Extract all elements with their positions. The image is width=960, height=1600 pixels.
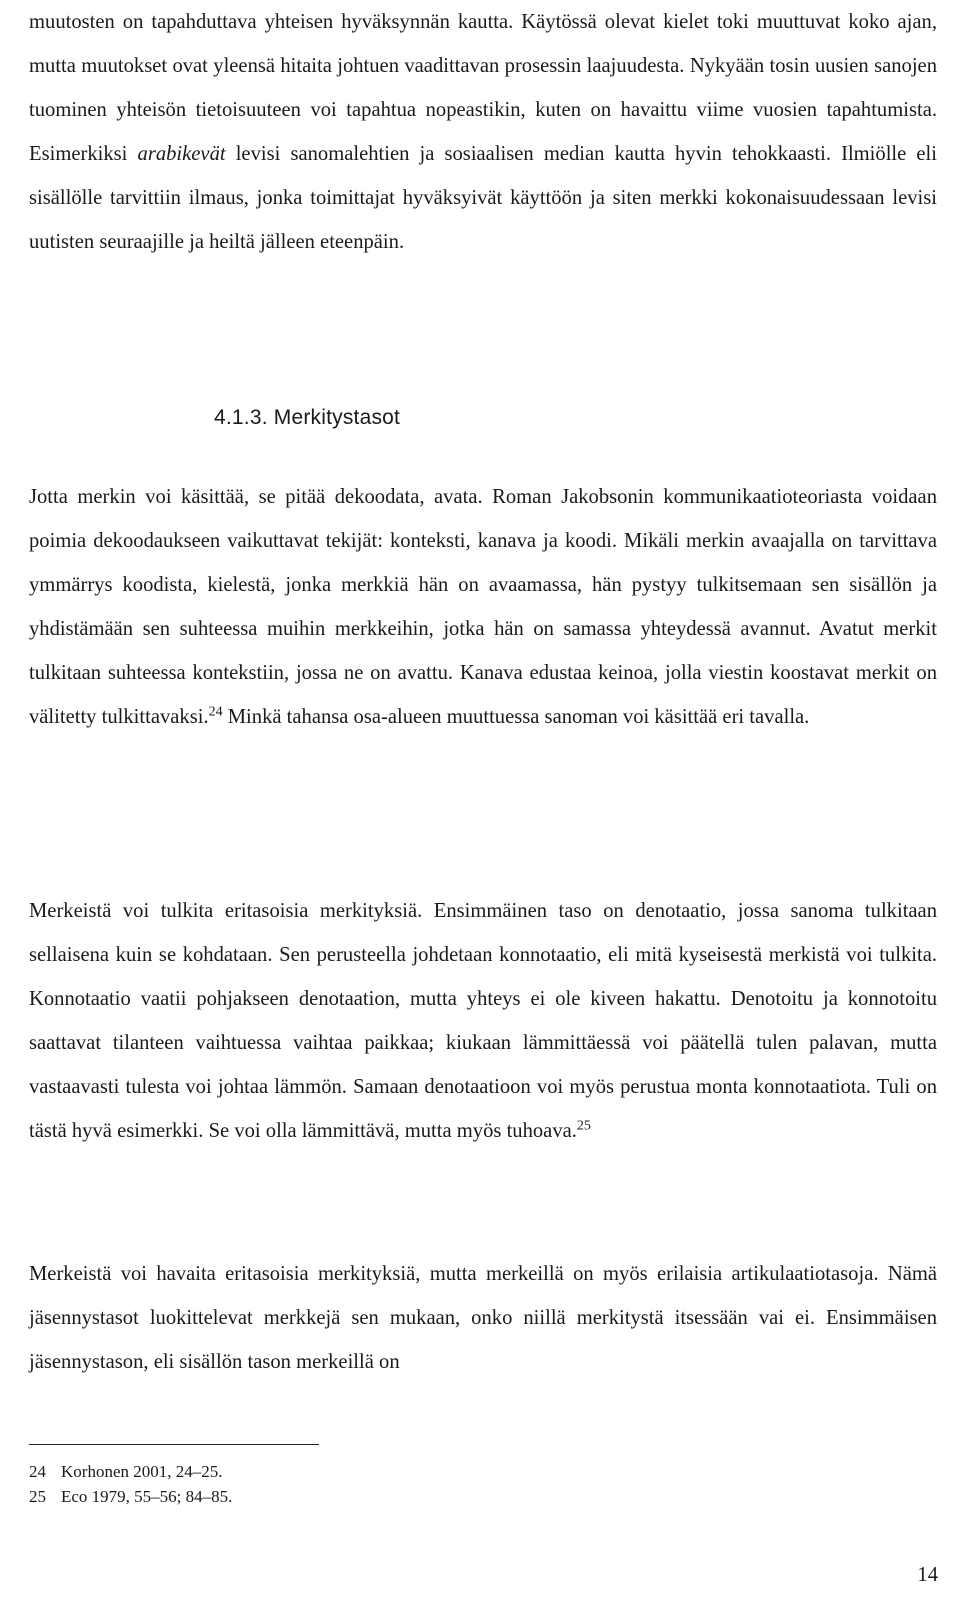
paragraph-1-text: muutosten on tapahduttava yhteisen hyväksynnän kautta. Käytössä olevat kielet toki muuttuvat koko ajan, mutta muutokset ovat yleensä hitaita johtuen vaadittavan prosessin laajuudesta. Nykyään tosin uusien sanojen tuominen yhteisön tietoisuuteen voi tapahtua nopeastikin, kuten on havaittu viime vuosien tapahtumista. Esimerkiksi [29,11,937,166]
paragraph-2 [29,475,937,740]
paragraph-4 [29,1252,937,1384]
footnote-ref-24[interactable]: 24 [208,704,223,720]
footnotes-list [29,1459,232,1509]
paragraph-3 [29,889,937,1154]
paragraph-1-italic-term: arabikevät [137,143,226,166]
footnote-text: Korhonen 2001, 24–25. [61,1462,223,1481]
paragraph-2-text-after: Minkä tahansa osa-alueen muuttuessa sanoman voi käsittää eri tavalla. [222,706,810,729]
footnote-ref-25[interactable]: 25 [576,1118,591,1134]
paragraph-1-text-after: levisi sanomalehtien ja sosiaalisen median kautta hyvin tehokkaasti. Ilmiölle eli sisällölle tarvittiin ilmaus, jonka toimittajat hyväksyivät käyttöön ja siten merkki kokonaisuudessaan levisi uutisten seuraajille ja heiltä jälleen eteenpäin. [29,143,937,254]
paragraph-3-text: Merkeistä voi tulkita eritasoisia merkityksiä. Ensimmäinen taso on denotaatio, jossa sanoma tulkitaan sellaisena kuin se kohdataan. Sen perusteella johdetaan konnotaatio, eli mitä kyseisestä merkistä voi tulkita. Konnotaatio vaatii pohjakseen denotaation, mutta yhteys ei ole kiveen hakattu. Denotoitu ja konnotoitu saattavat tilanteen vaihtuessa vaihtaa paikkaa; kiukaan lämmittäessä voi päätellä tulen palavan, mutta vastaavasti tulesta voi johtaa lämmön. Samaan denotaatioon voi myös perustua monta konnotaatiota. Tuli on tästä hyvä esimerkki. Se voi olla lämmittävä, mutta myös tuhoava. [29,900,937,1143]
footnote-number: 24 [29,1462,46,1481]
footnote-text: Eco 1979, 55–56; 84–85. [61,1487,233,1506]
footnote-number: 25 [29,1487,46,1506]
section-heading: 4.1.3. Merkitystasot [214,406,401,429]
paragraph-2-text: Jotta merkin voi käsittää, se pitää dekoodata, avata. Roman Jakobsonin kommunikaatioteoriasta voidaan poimia dekoodaukseen vaikuttavat tekijät: konteksti, kanava ja koodi. Mikäli merkin avaajalla on tarvittava ymmärrys koodista, kielestä, jonka merkkiä hän on avaamassa, hän pystyy tulkitsemaan sen sisällön ja yhdistämään sen suhteessa muihin merkkeihin, jotka hän on samassa yhteydessä avannut. Avatut merkit tulkitaan suhteessa kontekstiin, jossa ne on avattu. Kanava edustaa keinoa, jolla viestin koostavat merkit on välitetty tulkittavaksi. [29,486,937,729]
footnote-item [29,1459,232,1484]
page-number: 14 [917,1564,938,1586]
paragraph-4-text: Merkeistä voi havaita eritasoisia merkityksiä, mutta merkeillä on myös erilaisia artikulaatiotasoja. Nämä jäsennystasot luokittelevat merkkejä sen mukaan, onko niillä merkitystä itsessään vai ei. Ensimmäisen jäsennystason, eli sisällön tason merkeillä on [29,1263,937,1374]
paragraph-1 [29,0,937,265]
footnote-divider [29,1444,319,1445]
footnote-item [29,1484,232,1509]
